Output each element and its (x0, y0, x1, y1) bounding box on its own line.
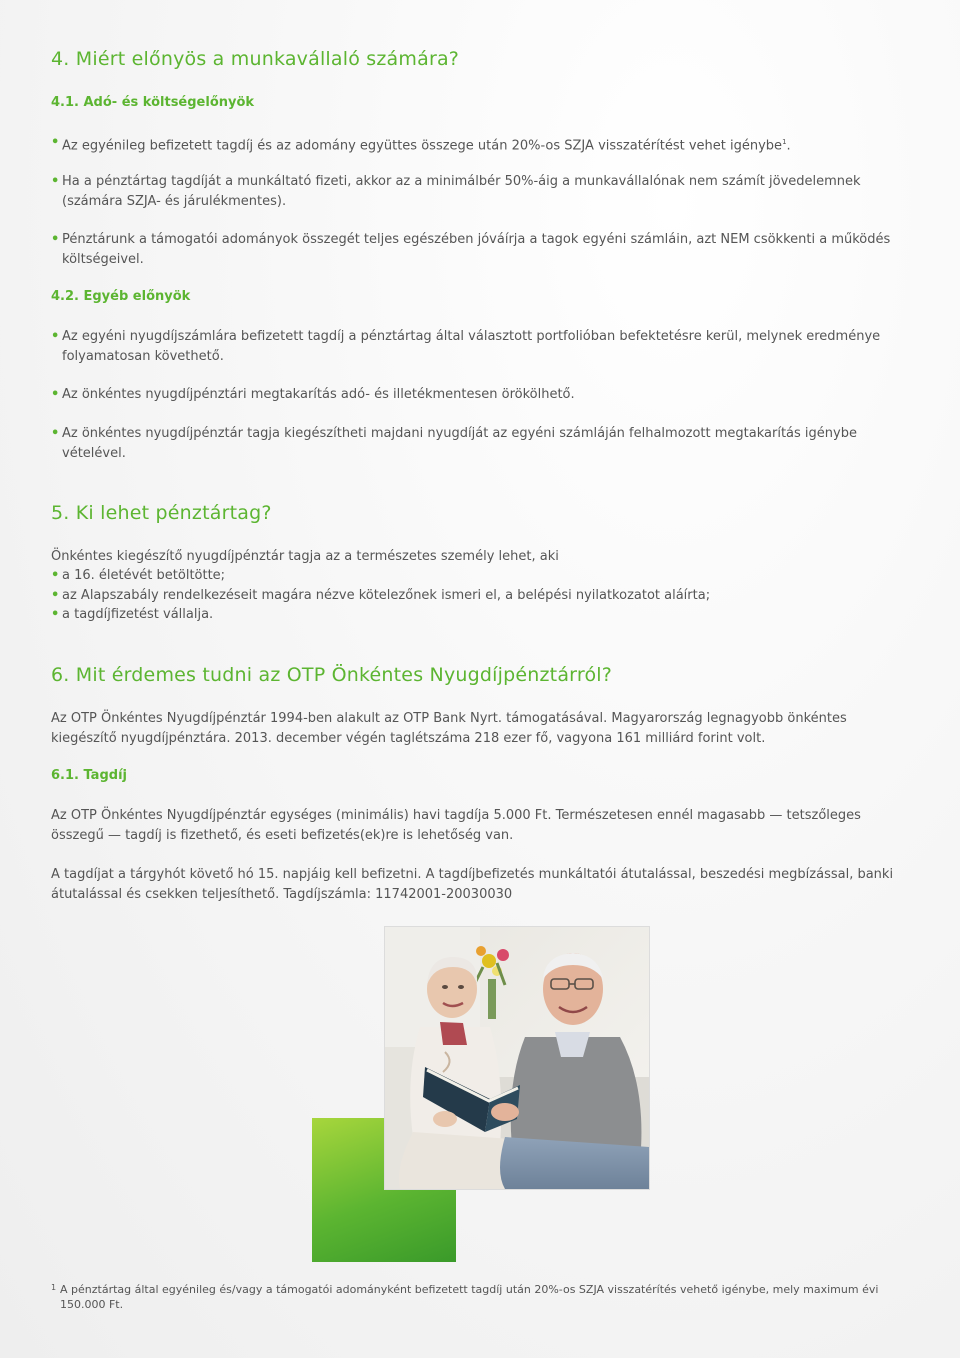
bullet-icon: • (51, 607, 60, 622)
list-item-text: Az egyénileg befizetett tagdíj és az adomány együttes összege után 20%-os SZJA visszatérítést vehet igénybe (62, 138, 783, 154)
bullet-icon: • (51, 135, 60, 150)
photo-block (312, 926, 650, 1262)
list-item (51, 133, 909, 156)
bullet-icon: • (51, 568, 60, 583)
list-item-text: a tagdíjfizetést vállalja. (62, 607, 214, 622)
section-6-title: 6. Mit érdemes tudni az OTP Önkéntes Nyugdíjpénztárról? (51, 664, 613, 686)
payment-paragraph: A tagdíjat a tárgyhót követő hó 15. napjáig kell befizetni. A tagdíjbefizetés munkáltatói átutalással, beszedési megbízással, banki átutalással és csekken teljesíthető. Tagdíjszámla: 11742001-20030030 (51, 867, 894, 902)
section-5-intro: Önkéntes kiegészítő nyugdíjpénztár tagja az a természetes személy lehet, aki (51, 549, 559, 564)
list-item (51, 385, 909, 405)
list-item-text: Pénztárunk a támogatói adományok összegét teljes egészében jóváírja a tagok egyéni számláin, azt NEM csökkenti a működés költségeivel. (62, 232, 891, 267)
list-item-end: . (786, 138, 791, 154)
footnote-ref: 1 (782, 138, 787, 146)
list-item (51, 586, 909, 606)
list-item-text: Ha a pénztártag tagdíját a munkáltató fizeti, akkor az a minimálbér 50%-áig a munkavállalónak nem számít jövedelemnek (számára SZJA- és járulékmentes). (62, 174, 861, 209)
list-item (51, 230, 909, 269)
section-4-1-title: 4.1. Adó- és költségelőnyök (51, 95, 255, 110)
list-item-text: Az önkéntes nyugdíjpénztár tagja kiegészítheti majdani nyugdíját az egyéni számláján felhalmozott megtakarítás igénybe vételével. (62, 426, 857, 461)
footnote (51, 1282, 891, 1312)
section-6-1-title: 6.1. Tagdíj (51, 768, 127, 783)
bullet-icon: • (51, 588, 60, 603)
bullet-icon: • (51, 232, 60, 247)
list-item-text: Az önkéntes nyugdíjpénztári megtakarítás adó- és illetékmentesen örökölhető. (62, 387, 575, 402)
list-item (51, 424, 909, 463)
tagdij-paragraph: Az OTP Önkéntes Nyugdíjpénztár egységes (minimális) havi tagdíja 5.000 Ft. Természetesen ennél magasabb — tetszőleges összegű — tagdíj is fizethető, és eseti befizetés(ek)re is lehetőség van. (51, 808, 861, 843)
bullet-icon: • (51, 426, 60, 441)
list-item-text: az Alapszabály rendelkezéseit magára nézve kötelezőnek ismeri el, a belépési nyilatkozatot aláírta; (62, 588, 711, 603)
bullet-icon: • (51, 387, 60, 402)
elderly-couple-photo (384, 926, 650, 1190)
bullet-icon: • (51, 174, 60, 189)
section-4-title: 4. Miért előnyös a munkavállaló számára? (51, 48, 460, 70)
list-item (51, 566, 909, 586)
list-item (51, 605, 909, 625)
list-item (51, 327, 909, 366)
bullet-icon: • (51, 329, 60, 344)
footnote-text: A pénztártag által egyénileg és/vagy a támogatói adományként befizetett tagdíj után 20%-os SZJA visszatérítés vehető igénybe, mely maximum évi 150.000 Ft. (60, 1283, 879, 1311)
list-item-text: a 16. életévét betöltötte; (62, 568, 226, 583)
list-item (51, 172, 909, 211)
list-item-text: Az egyéni nyugdíjszámlára befizetett tagdíj a pénztártag által választott portfolióban befektetésre kerül, melynek eredménye folyamatosan követhető. (62, 329, 881, 364)
section-4-2-title: 4.2. Egyéb előnyök (51, 289, 191, 304)
section-6-paragraph: Az OTP Önkéntes Nyugdíjpénztár 1994-ben alakult az OTP Bank Nyrt. támogatásával. Magyarország legnagyobb önkéntes kiegészítő nyugdíjpénztára. 2013. december végén taglétszáma 218 ezer fő, vagyona 161 milliárd forint volt. (51, 711, 847, 746)
section-5-title: 5. Ki lehet pénztártag? (51, 502, 272, 524)
footnote-mark: 1 (51, 1283, 57, 1292)
